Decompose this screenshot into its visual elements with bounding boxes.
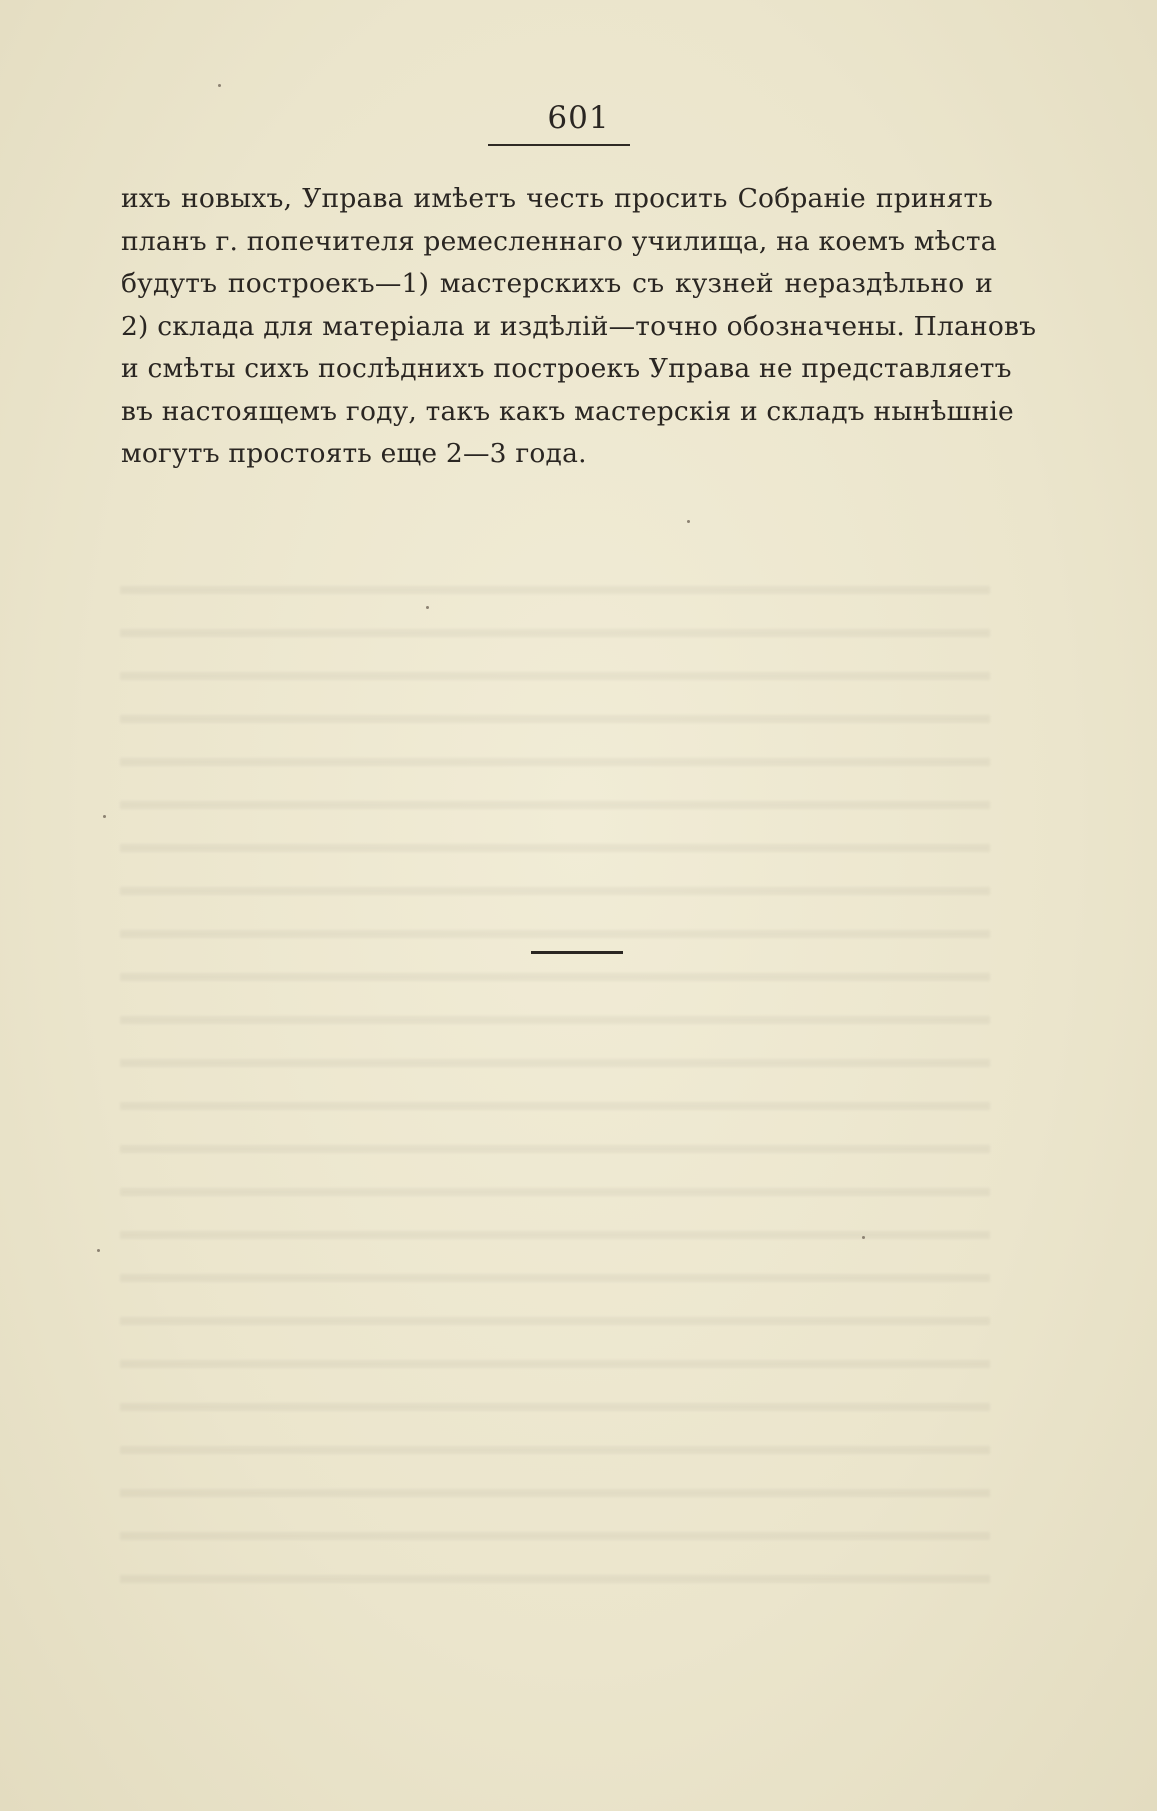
paper-speck bbox=[97, 1249, 100, 1252]
body-paragraph bbox=[121, 178, 1037, 476]
text-line: и смѣты сихъ послѣднихъ построекъ Управа не представляетъ bbox=[121, 353, 1012, 384]
text-line: планъ г. попечителя ремесленнаго училища, на коемъ мѣста bbox=[121, 225, 997, 257]
paper-speck bbox=[103, 815, 106, 818]
paper-speck bbox=[687, 520, 690, 523]
page-number-rule bbox=[488, 144, 630, 146]
text-line: могутъ простоять еще 2—3 года. bbox=[121, 438, 587, 469]
text-line: будутъ построекъ—1) мастерскихъ съ кузней нераздѣльно и bbox=[121, 268, 993, 299]
reverse-side-bleed-through bbox=[120, 560, 990, 1610]
paper-speck bbox=[862, 1236, 865, 1239]
paper-speck bbox=[218, 84, 221, 87]
text-line: въ настоящемъ году, такъ какъ мастерскія и складъ нынѣшніе bbox=[121, 395, 1014, 427]
page-number: 601 bbox=[547, 100, 610, 136]
text-line: 2) склада для матеріала и издѣлій—точно обозначены. Плановъ bbox=[121, 310, 1037, 342]
text-line: ихъ новыхъ, Управа имѣетъ честь просить Собраніе принять bbox=[121, 183, 993, 214]
section-end-rule bbox=[531, 951, 623, 954]
paper-speck bbox=[426, 606, 429, 609]
